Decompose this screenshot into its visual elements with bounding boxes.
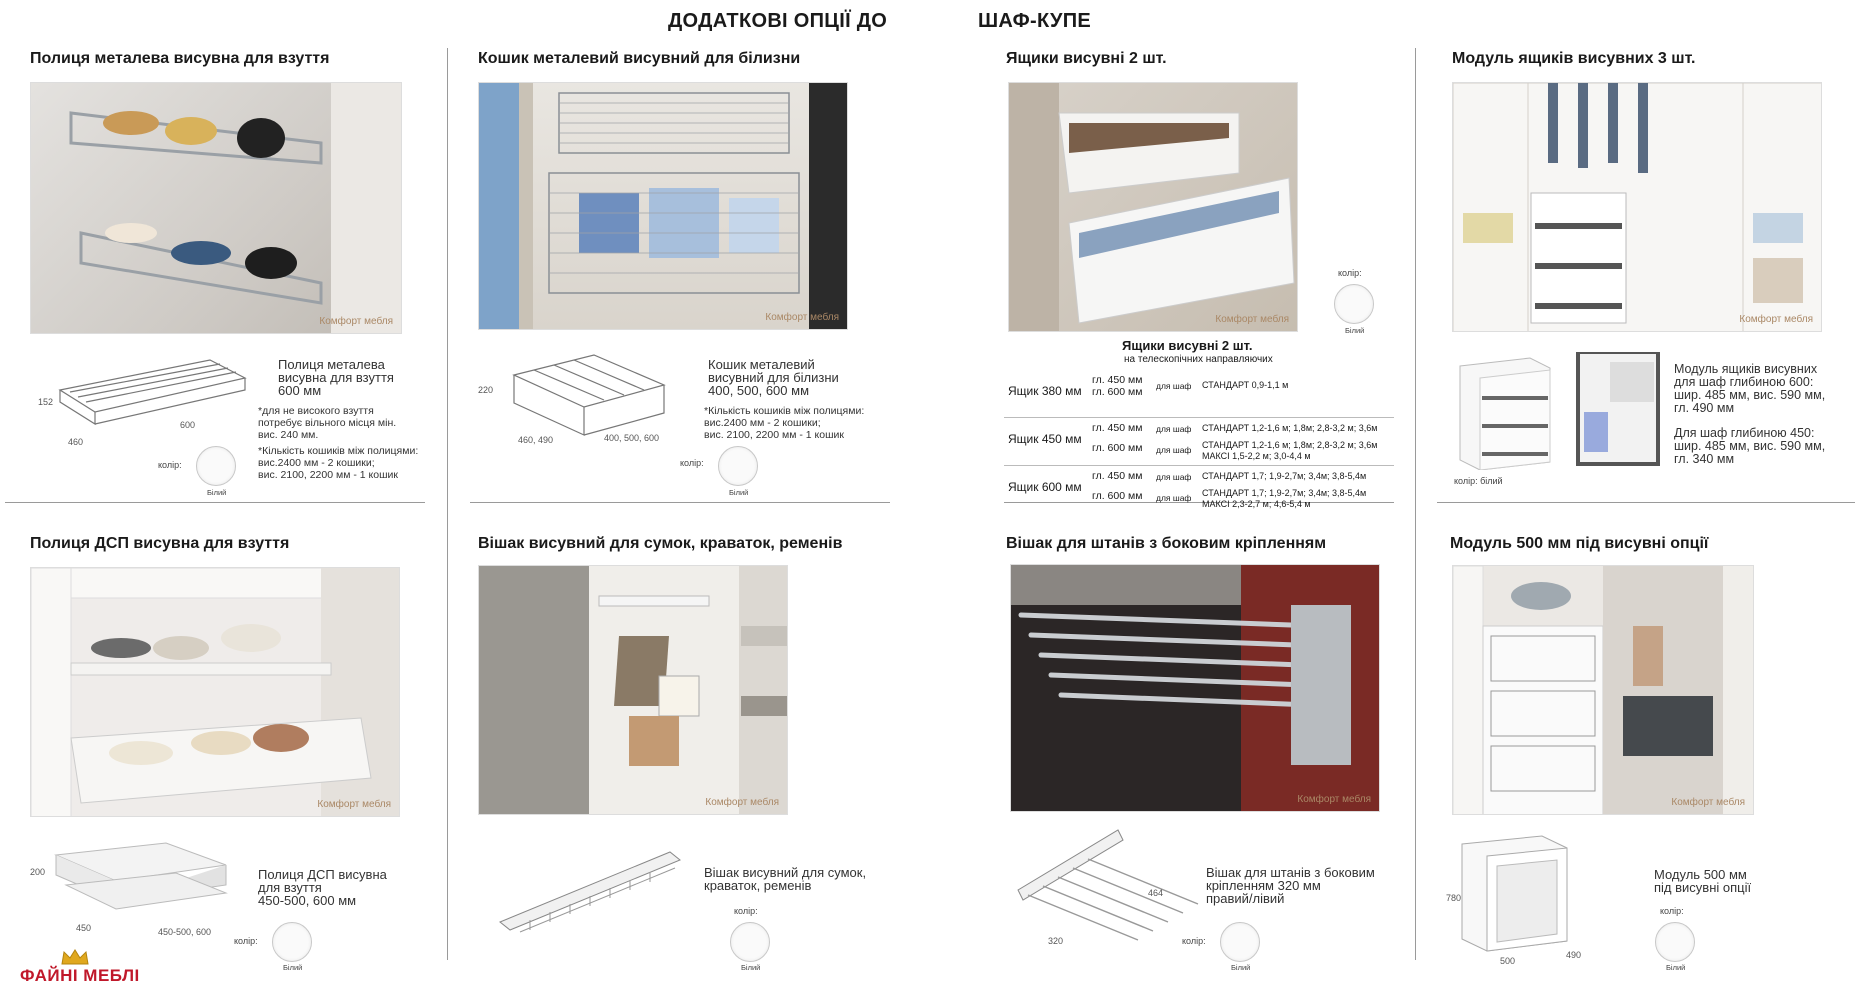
color-swatch-white [730,922,770,962]
desc-line: Модуль ящиків висувних [1674,362,1818,376]
color-name: Білий [1231,963,1251,972]
module-500-photo [1452,565,1754,815]
section-title-chipboard-shoe-shelf: Полиця ДСП висувна для взуття [30,535,290,552]
color-swatch-white [196,446,236,486]
metal-shoe-shelf-description [278,358,394,397]
note-line: вис.2400 мм - 2 кошики; [704,417,821,429]
drawer-spec: СТАНДАРТ 1,2-1,6 м; 1,8м; 2,8-3,2 м; 3,6м [1202,440,1378,450]
drawer-spec: МАКСІ 2,3-2,7 м; 4,6-5,4 м [1202,499,1311,509]
metal-laundry-basket-notes [704,405,864,441]
photo-watermark: Комфорт мебля [1671,797,1745,808]
drawer-spec: СТАНДАРТ 1,7; 1,9-2,7м; 3,4м; 3,8-5,4м [1202,488,1367,498]
drawer-spec: СТАНДАРТ 0,9-1,1 м [1202,380,1289,390]
module-500-description [1654,868,1751,894]
desc-line: 600 мм [278,383,322,398]
chipboard-shoe-shelf-photo [30,567,400,817]
color-label: колір: [1182,936,1206,946]
photo-watermark: Комфорт мебля [1739,314,1813,325]
trouser-hanger-drawing [1008,820,1208,960]
photo-watermark: Комфорт мебля [1297,794,1371,805]
photo-watermark: Комфорт мебля [1215,314,1289,325]
dim-depth: 490 [1566,950,1582,960]
desc-line: гл. 490 мм [1674,401,1735,415]
drawer-depth: гл. 450 мм [1092,374,1143,386]
note-line: вис. 2100, 2200 мм - 1 кошик [258,469,398,481]
desc-line: Полиця металева [278,357,385,372]
color-swatch-white [718,446,758,486]
photo-watermark: Комфорт мебля [317,799,391,810]
section-title-drawer-module-3: Модуль ящиків висувних 3 шт. [1452,50,1696,67]
color-label: колір: [680,458,704,468]
dim-length: 464 [1148,888,1164,898]
drawer-depth: гл. 600 мм [1092,490,1143,502]
note-line: вис. 2100, 2200 мм - 1 кошик [704,429,844,441]
drawer-for: для шаф [1156,381,1192,391]
color-label: колір: [234,936,258,946]
row-divider [1437,502,1855,503]
dim-depth: 460 [68,437,84,447]
desc-line: Вішак висувний для сумок, [704,865,867,880]
drawer-for: для шаф [1156,445,1192,455]
dim-width: 600 [180,420,196,430]
module-500-drawing [1442,826,1592,966]
desc-line: висувна для взуття [278,370,394,385]
color-swatch-white [1655,922,1695,962]
desc-line: шир. 485 мм, вис. 590 мм, [1674,439,1826,453]
bag-hanger-drawing [490,832,690,942]
column-divider [1415,48,1416,960]
desc-line: 400, 500, 600 мм [708,383,810,398]
desc-line: шир. 485 мм, вис. 590 мм, [1674,388,1826,402]
section-title-metal-shoe-shelf: Полиця металева висувна для взуття [30,50,330,67]
drawers-2-photo [1008,82,1298,332]
photo-watermark: Комфорт мебля [765,312,839,323]
chipboard-shoe-shelf-drawing [26,835,246,945]
drawer-size: Ящик 380 мм [1008,384,1082,398]
metal-shoe-shelf-photo [30,82,402,334]
desc-line: Полиця ДСП висувна [258,867,387,882]
color-label: колір: [1338,268,1362,278]
drawer-size: Ящик 600 мм [1008,480,1082,494]
drawer-for: для шаф [1156,493,1192,503]
photo-watermark: Комфорт мебля [319,316,393,327]
brand-logo: ФАЙНІ МЕБЛІ [20,966,140,985]
dim-width: 400, 500, 600 [604,433,660,443]
metal-laundry-basket-drawing [474,345,674,450]
color-label-white: колір: білий [1454,476,1503,486]
page-title-part2: ШАФ-КУПЕ [978,10,1092,32]
desc-line: під висувні опції [1654,880,1752,895]
desc-line: для шаф глибиною 600: [1674,375,1814,389]
row-divider [5,502,425,503]
drawer-spec-table [1004,370,1394,514]
metal-laundry-basket-description [708,358,839,397]
trouser-hanger-description [1206,866,1375,905]
note-line: вис.2400 мм - 2 кошики; [258,457,375,469]
color-swatch-white [272,922,312,962]
dim-depth: 320 [1048,936,1064,946]
dim-height: 220 [478,385,494,395]
drawer-row-450 [1004,418,1394,466]
desc-line: кріпленням 320 мм [1206,878,1321,893]
desc-line: висувний для білизни [708,370,839,385]
drawer-row-600 [1004,466,1394,514]
drawers-subtitle: Ящики висувні 2 шт. [1122,338,1253,353]
drawer-module-3-description [1674,363,1825,466]
dim-height: 780 [1446,893,1462,903]
dim-height: 200 [30,867,46,877]
section-title-bag-hanger: Вішак висувний для сумок, краваток, ременів [478,535,843,552]
note-line: потребує вільного місця мін. [258,417,397,429]
drawer-depth: гл. 450 мм [1092,422,1143,434]
desc-line: правий/лівий [1206,891,1285,906]
metal-shoe-shelf-drawing [30,350,270,460]
page-title-part1: ДОДАТКОВІ ОПЦІЇ ДО [668,10,888,32]
color-swatch-white [1220,922,1260,962]
drawer-row-380 [1004,370,1394,418]
section-title-metal-laundry-basket: Кошик металевий висувний для білизни [478,50,801,67]
color-label: колір: [1660,906,1684,916]
trouser-hanger-photo [1010,564,1380,812]
note-line: вис. 240 мм. [258,429,319,441]
color-name: Білий [207,488,227,497]
photo-watermark: Комфорт мебля [705,797,779,808]
drawer-for: для шаф [1156,424,1192,434]
desc-line: Кошик металевий [708,357,815,372]
drawer-depth: гл. 600 мм [1092,442,1143,454]
section-title-drawers-2: Ящики висувні 2 шт. [1006,50,1167,67]
color-name: Білий [741,963,761,972]
desc-line: гл. 340 мм [1674,452,1735,466]
dim-depth: 450 [76,923,92,933]
dim-height: 152 [38,397,54,407]
drawer-depth: гл. 450 мм [1092,470,1143,482]
drawer-depth: гл. 600 мм [1092,386,1143,398]
column-divider [447,48,448,960]
metal-laundry-basket-photo [478,82,848,330]
drawer-spec: СТАНДАРТ 1,7; 1,9-2,7м; 3,4м; 3,8-5,4м [1202,471,1367,481]
dim-width: 500 [1500,956,1516,966]
note-line: *для не високого взуття [258,405,374,417]
drawer-spec: СТАНДАРТ 1,2-1,6 м; 1,8м; 2,8-3,2 м; 3,6м [1202,423,1378,433]
color-name: Білий [1345,326,1365,335]
color-name: Білий [283,963,303,972]
color-label: колір: [734,906,758,916]
bag-hanger-description [704,866,866,892]
desc-line: Вішак для штанів з боковим [1206,865,1375,880]
drawer-module-3-drawing [1450,352,1670,470]
crown-icon [60,948,90,966]
drawer-module-3-photo [1452,82,1822,332]
dim-width: 450-500, 600 [158,927,212,937]
section-title-module-500: Модуль 500 мм під висувні опції [1450,535,1709,552]
drawer-spec: МАКСІ 1,5-2,2 м; 3,0-4,4 м [1202,451,1311,461]
dim-depth: 460, 490 [518,435,554,445]
note-line: *Кількість кошиків між полицями: [704,405,865,417]
desc-line: 450-500, 600 мм [258,893,357,908]
desc-line: Для шаф глибиною 450: [1674,426,1815,440]
color-label: колір: [158,460,182,470]
bag-hanger-photo [478,565,788,815]
desc-line: Модуль 500 мм [1654,867,1747,882]
drawer-size: Ящик 450 мм [1008,432,1082,446]
desc-line: для взуття [258,880,322,895]
drawer-for: для шаф [1156,472,1192,482]
color-swatch-white [1334,284,1374,324]
metal-shoe-shelf-notes [258,405,418,481]
section-title-trouser-hanger: Вішак для штанів з боковим кріпленням [1006,535,1327,552]
color-name: Білий [1666,963,1686,972]
desc-line: краваток, ременів [704,878,812,893]
color-name: Білий [729,488,749,497]
note-line: *Кількість кошиків між полицями: [258,445,419,457]
chipboard-shoe-shelf-description [258,868,387,907]
row-divider [470,502,890,503]
drawers-subtitle-2: на телескопічних направляючих [1124,354,1273,365]
